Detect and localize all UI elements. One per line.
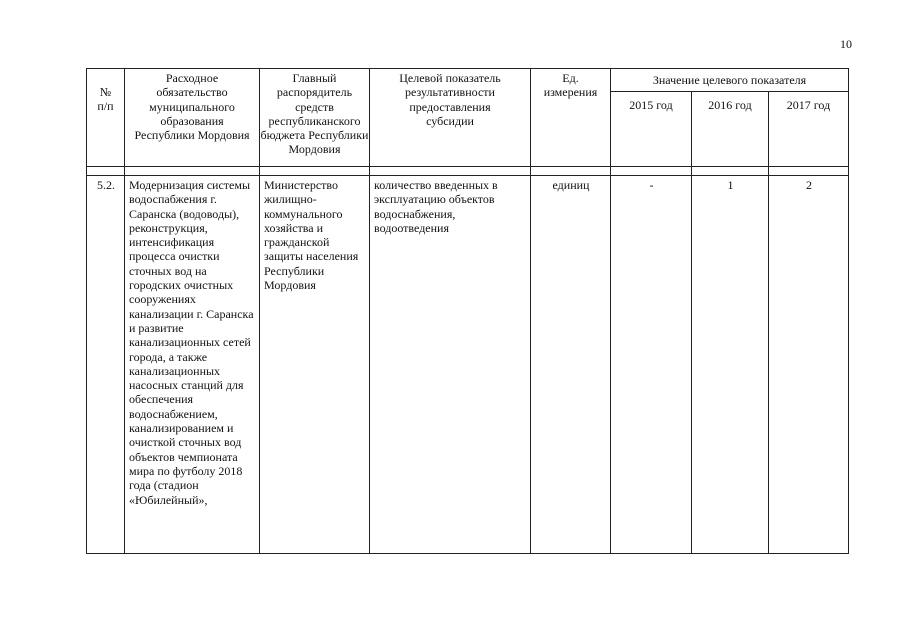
gap-cell	[769, 167, 849, 176]
header-expenditure-label: Расходное обязательство муниципального образования Республики Мордовия	[134, 71, 250, 143]
gap-cell	[87, 167, 125, 176]
row-indicator	[370, 176, 531, 554]
row-manager	[260, 176, 370, 554]
gap-cell	[125, 167, 260, 176]
header-indicator-label: Целевой показатель результативности предоставления субсидии	[399, 71, 501, 128]
row-expenditure	[125, 176, 260, 554]
table-row	[87, 176, 849, 554]
header-manager-label: Главный распорядитель средств республиканского бюджета Республики Мордовия	[260, 71, 369, 157]
row-indicator-text: количество введенных в эксплуатацию объектов водоснабжения, водоотведения	[374, 178, 498, 235]
row-value-2017: 2	[769, 176, 849, 554]
header-expenditure	[125, 69, 260, 167]
row-expenditure-text: Модернизация системы водоспабжения г. Саранска (водоводы), реконструкция, интенсификация процесса очистки сточных вод на городских очистных сооружениях канализации г. Саранска и развитие канализационных сетей города, а также канализационных насосных станций для обеспечения водоснабжением, канализированием и очисткой сточных вод объектов чемпионата мира по футболу 2018 года (стадион «Юбилейный»,	[129, 178, 254, 507]
row-unit: единиц	[531, 176, 611, 554]
header-target-value	[611, 69, 849, 92]
row-manager-text: Министерство жилищно-коммунального хозяйства и гражданской защиты населения Республики Мордовия	[264, 178, 359, 293]
gap-cell	[260, 167, 370, 176]
gap-cell	[531, 167, 611, 176]
header-num-label: № п/п	[97, 85, 114, 114]
row-num: 5.2.	[87, 176, 125, 554]
header-target-value-label: Значение целевого показателя	[652, 72, 807, 87]
header-year-2017: 2017 год	[769, 92, 849, 167]
header-unit	[531, 69, 611, 167]
subsidy-indicators-table	[86, 68, 849, 554]
gap-cell	[611, 167, 692, 176]
header-indicator	[370, 69, 531, 167]
header-manager	[260, 69, 370, 167]
gap-cell	[370, 167, 531, 176]
header-year-2016: 2016 год	[692, 92, 769, 167]
header-row	[87, 69, 849, 92]
row-value-2015: -	[611, 176, 692, 554]
header-year-2015: 2015 год	[611, 92, 692, 167]
row-value-2016: 1	[692, 176, 769, 554]
gap-cell	[692, 167, 769, 176]
header-num	[87, 69, 125, 167]
page-number: 10	[840, 37, 852, 51]
header-unit-label: Ед. измерения	[543, 71, 598, 100]
header-gap-row	[87, 167, 849, 176]
